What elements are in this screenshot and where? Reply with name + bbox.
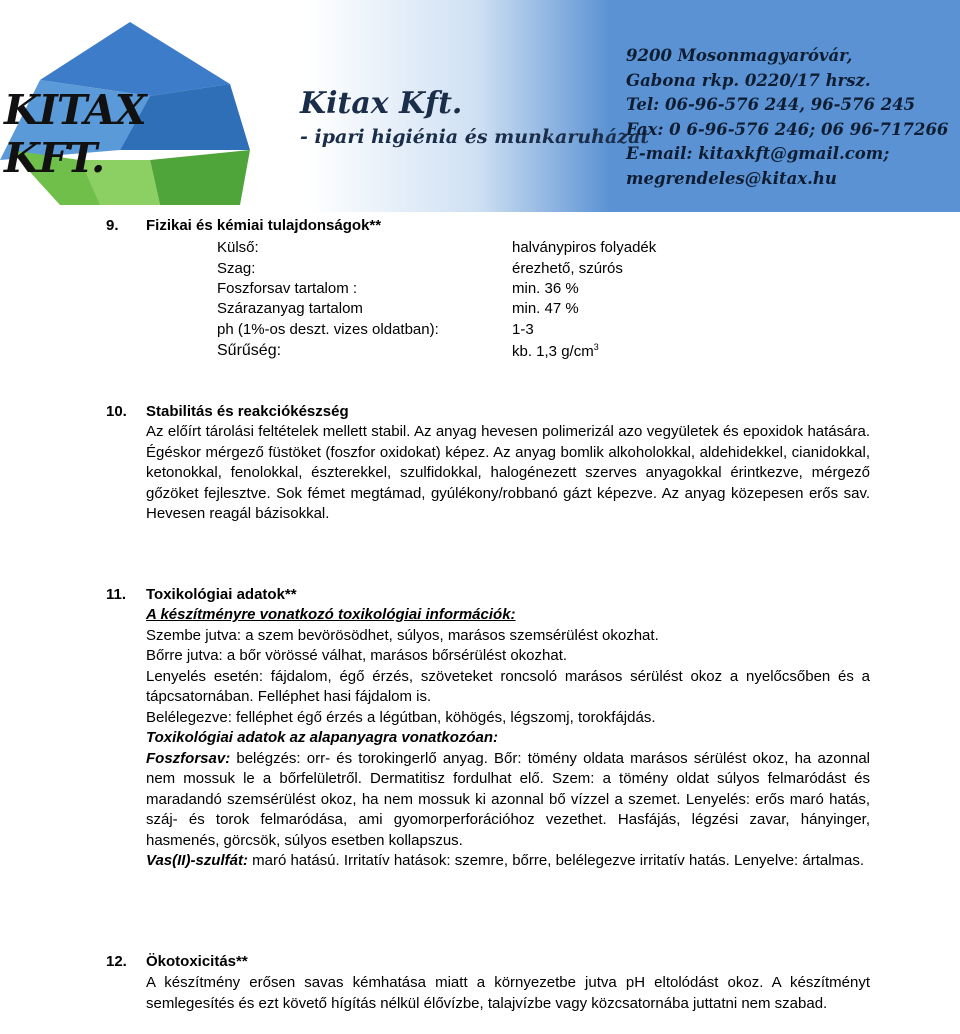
property-value: min. 36 % bbox=[512, 280, 579, 297]
contact-phone: Tel: 06-96-576 244, 96-576 245 bbox=[626, 95, 916, 114]
contact-email: E-mail: kitaxkft@gmail.com; bbox=[626, 144, 890, 163]
ingestion-text: Lenyelés esetén: fájdalom, égő érzés, szöveteket roncsoló marásos sérülést okoz a nyelőcsőben és a tápcsatornában. Felléphet hasi fájdalom is. bbox=[146, 667, 870, 705]
contact-address-2: Gabona rkp. 0220/17 hrsz. bbox=[626, 70, 871, 90]
property-value: halványpiros folyadék bbox=[512, 239, 657, 256]
property-label: Külső: bbox=[217, 239, 259, 256]
company-name: Kitax Kft. bbox=[300, 86, 463, 121]
phosphoric-acid-text: belégzés: orr- és torokingerlő anyag. Bőr: tömény oldata marásos sérülést okoz, ha azonnal nem mossuk le a bőrfelületről. Dermatitisz fordulhat elő. Szem: a tömény oldat súlyos felmaródást és maradandó szemsérülést okoz, ha nem mossuk ki azonnal bő vízzel a szemet. Lenyelés: erős maró hatás, száj- és torok felmaródása, ami gyomorperforációhoz vezethet. Hasfájás, légzési zavar, hányinger, hasmenés, görcsök, súlyos esetben kollapszus. bbox=[146, 749, 870, 849]
toxicology-block bbox=[146, 605, 870, 872]
ecotoxicity-paragraph: A készítmény erősen savas kémhatása miatt a környezetbe jutva pH eltolódást okoz. A készítményt semlegesítés és ezt követő hígítás nélkül élővízbe, talajvízbe vagy közcsatornába juttatni nem szabad. bbox=[146, 974, 870, 1012]
property-label: Szárazanyag tartalom bbox=[217, 300, 363, 317]
iron-sulfate-text: maró hatású. Irritatív hatások: szemre, bőrre, belélegezve irritatív hatás. Lenyelve: ártalmas. bbox=[247, 852, 865, 869]
section-title: Toxikológiai adatok** bbox=[146, 586, 297, 603]
phosphoric-acid-paragraph bbox=[146, 749, 870, 852]
contact-email-2: megrendeles@kitax.hu bbox=[626, 168, 837, 188]
inhalation-text: Belélegezve: felléphet égő érzés a légútban, köhögés, légszomj, torokfájdás. bbox=[146, 708, 656, 726]
property-label: ph (1%-os deszt. vizes oldatban): bbox=[217, 321, 439, 338]
letterhead bbox=[0, 0, 960, 212]
section-title: Stabilitás és reakciókészség bbox=[146, 403, 349, 420]
subheading: Toxikológiai adatok az alapanyagra vonatkozóan: bbox=[146, 729, 499, 746]
iron-sulfate-label: Vas(II)-szulfát: bbox=[146, 852, 248, 869]
property-value: érezhető, szúrós bbox=[512, 260, 623, 277]
section-number: 10. bbox=[106, 403, 127, 420]
section-title: Ökotoxicitás** bbox=[146, 953, 248, 970]
density-value: kb. 1,3 g/cm bbox=[512, 343, 594, 360]
skin-contact-text: Bőrre jutva: a bőr vörössé válhat, marásos bőrsérülést okozhat. bbox=[146, 647, 568, 664]
contact-block bbox=[626, 44, 956, 191]
stability-paragraph: Az előírt tárolási feltételek mellett stabil. Az anyag hevesen polimerizál azo vegyületek és epoxidok hatására. Égéskor mérgező füstöket (foszfor oxidokat) képez. Az anyag bomlik alkoholokkal, aldehidekkel, cianidokkal, ketonokkal, fenolokkal, észterekkel, szulfidokkal, halogénezett szerves anyagokkal érintkezve, mérgező gőzöket fejlesztve. Sok fémet megtámad, gyúlékony/robbanó gázt képezve. Az anyag közepesen erős sav. Hevesen reagál bázisokkal. bbox=[146, 423, 870, 522]
property-label: Sűrűség: bbox=[217, 342, 282, 359]
iron-sulfate-paragraph bbox=[146, 851, 870, 872]
company-tagline: - ipari higiénia és munkaruházat bbox=[300, 126, 650, 148]
property-value: 1-3 bbox=[512, 321, 534, 338]
property-value: min. 47 % bbox=[512, 300, 579, 317]
property-label: Szag: bbox=[217, 260, 256, 277]
phosphoric-acid-label: Foszforsav: bbox=[146, 749, 231, 767]
logo-wordmark: KITAX KFT. bbox=[4, 86, 146, 182]
property-label: Foszforsav tartalom : bbox=[217, 280, 358, 297]
eye-contact-text: Szembe jutva: a szem bevörösödhet, súlyos, marásos szemsérülést okozhat. bbox=[146, 626, 659, 644]
contact-address: 9200 Mosonmagyaróvár, bbox=[626, 46, 853, 65]
section-number: 9. bbox=[106, 217, 119, 234]
subheading: A készítményre vonatkozó toxikológiai információk: bbox=[146, 606, 516, 623]
contact-fax: Fax: 0 6-96-576 246; 06 96-717266 bbox=[626, 119, 949, 139]
section-title: Fizikai és kémiai tulajdonságok** bbox=[146, 217, 382, 234]
property-value bbox=[512, 342, 599, 360]
section-number: 11. bbox=[106, 586, 127, 603]
section-number: 12. bbox=[106, 953, 127, 970]
density-superscript: 3 bbox=[593, 342, 599, 352]
